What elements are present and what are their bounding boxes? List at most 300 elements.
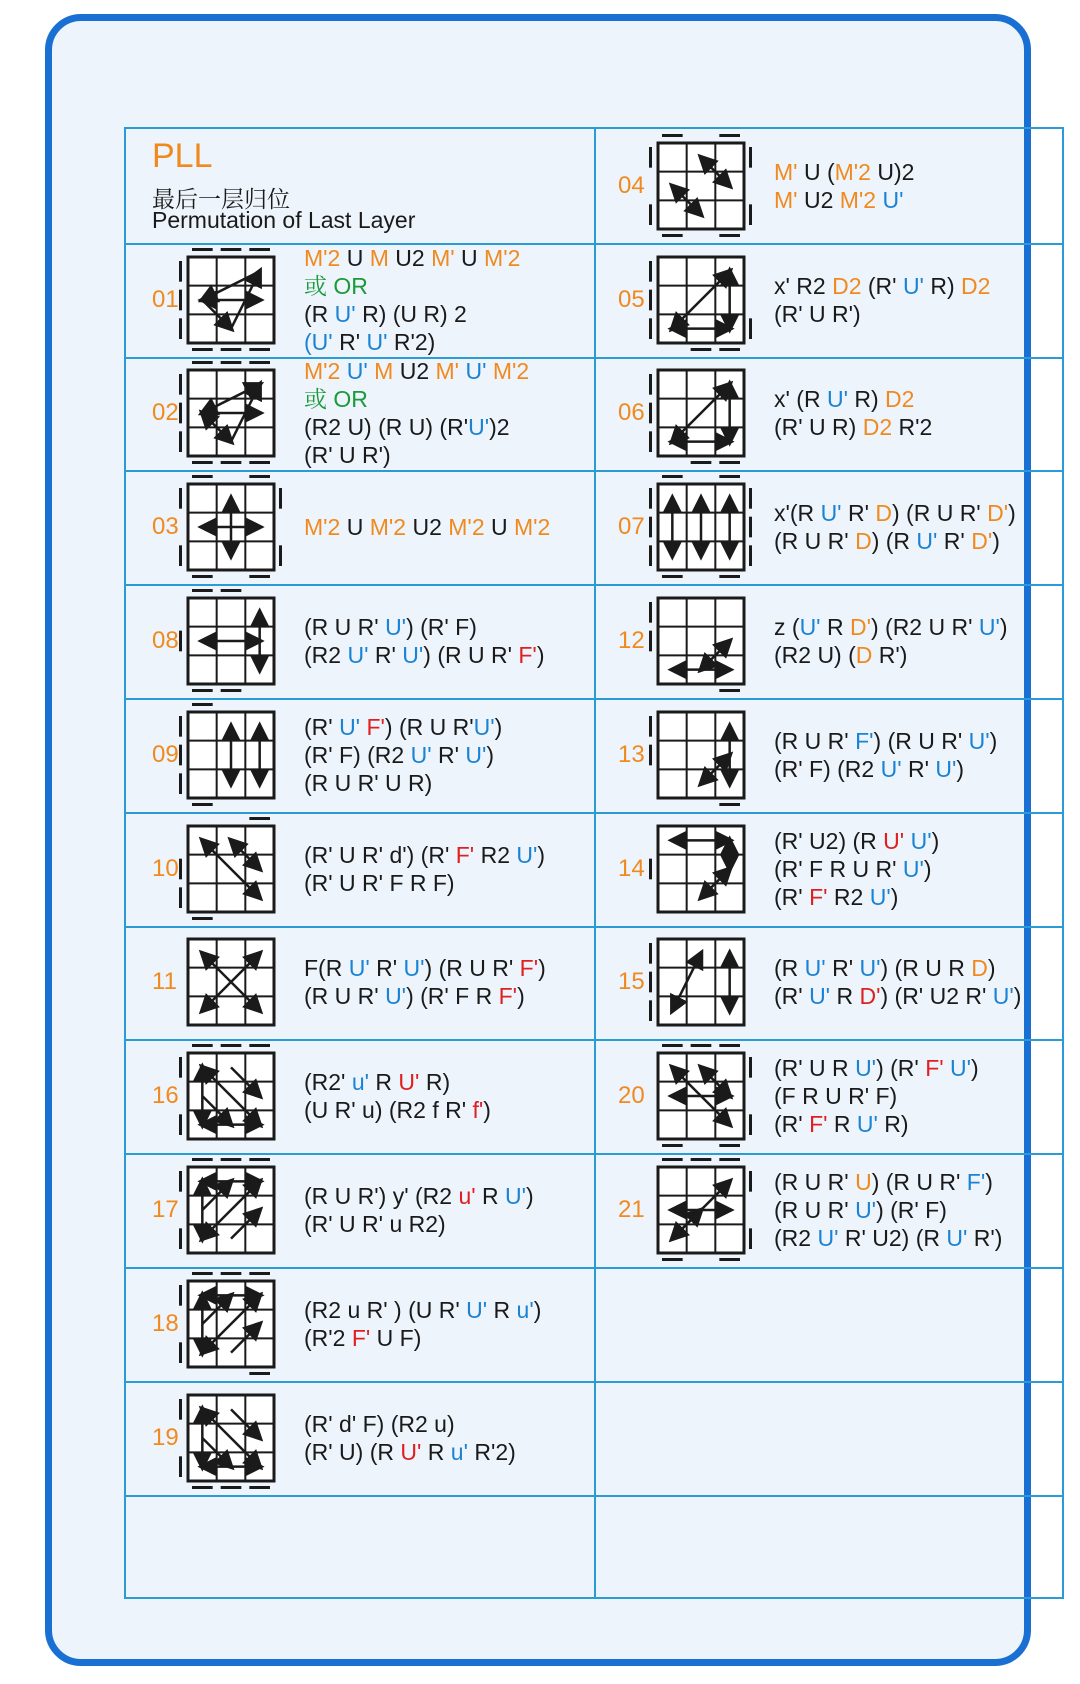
side-sticker xyxy=(662,234,683,237)
move-token: ) xyxy=(486,741,495,768)
move-token: ) (R U R xyxy=(880,955,972,982)
move-token: (R U R') y' (R2 xyxy=(304,1183,459,1210)
move-token: (R' U R xyxy=(774,1055,856,1082)
move-token: (R xyxy=(304,300,335,327)
move-token: (R U R' U R) xyxy=(304,769,433,796)
pll-case-03 xyxy=(126,470,594,584)
side-sticker xyxy=(192,1044,213,1047)
move-token: ) xyxy=(989,727,998,754)
side-sticker xyxy=(179,432,182,453)
side-sticker xyxy=(719,803,740,806)
algorithm-line xyxy=(304,769,502,797)
header-cell xyxy=(126,129,594,243)
side-sticker xyxy=(691,1158,712,1161)
cube-diagram xyxy=(646,1041,756,1151)
move-token: ) xyxy=(538,955,546,982)
move-token: U' xyxy=(869,883,891,910)
algorithm-text xyxy=(774,727,997,783)
move-token: (R2 U) (R U) (R' xyxy=(304,414,469,441)
move-token: (R' U2) (R xyxy=(774,827,884,854)
algorithm-text xyxy=(304,357,529,469)
cube-icon xyxy=(176,700,286,815)
side-sticker xyxy=(179,403,182,424)
algorithm-line xyxy=(304,1296,541,1324)
move-token: R xyxy=(421,1438,451,1465)
algorithm-line xyxy=(774,883,939,911)
move-token: U' xyxy=(855,1055,877,1082)
case-number: 14 xyxy=(618,854,645,882)
side-sticker xyxy=(691,461,712,464)
pll-case-10 xyxy=(126,812,594,926)
algorithm-text xyxy=(774,385,932,441)
case-number: 16 xyxy=(152,1082,179,1110)
algorithm-line xyxy=(774,272,990,300)
move-token: x' (R xyxy=(774,386,827,413)
algorithm-text xyxy=(774,1054,979,1138)
move-token: ( xyxy=(304,328,312,355)
move-token: M'2 xyxy=(448,514,491,541)
algorithm-line xyxy=(774,755,997,783)
pll-case-21 xyxy=(596,1153,1062,1267)
move-token: U' xyxy=(385,614,407,641)
side-sticker xyxy=(749,1115,752,1136)
side-sticker xyxy=(179,1342,182,1363)
side-sticker xyxy=(192,475,213,478)
case-number: 10 xyxy=(152,854,179,882)
move-token: R) xyxy=(419,1069,451,1096)
algorithm-line xyxy=(304,1324,541,1352)
move-token: ) (R U R' xyxy=(873,727,969,754)
move-token: U xyxy=(346,244,370,271)
algorithm-line xyxy=(774,1110,979,1138)
move-token: D xyxy=(855,642,873,669)
move-token: R' xyxy=(825,955,860,982)
algorithm-text xyxy=(304,954,546,1010)
side-sticker xyxy=(179,631,182,652)
side-sticker xyxy=(719,575,740,578)
move-token: (R2 xyxy=(774,1225,818,1252)
algorithm-text xyxy=(304,841,545,897)
side-sticker xyxy=(249,248,270,251)
move-token: U' xyxy=(935,755,957,782)
case-number: 09 xyxy=(152,740,179,768)
move-token: (R' F) (R2 xyxy=(304,741,411,768)
algorithm-line xyxy=(774,300,990,328)
subtitle-chinese: 最后一层归位 xyxy=(152,186,290,212)
move-token: x'(R xyxy=(774,500,821,527)
move-token: R'2 xyxy=(892,414,933,441)
algorithm-line xyxy=(774,954,1021,982)
side-sticker xyxy=(662,1158,683,1161)
move-token: )2 xyxy=(489,414,510,441)
side-sticker xyxy=(221,1486,242,1489)
move-token: (R' U R') xyxy=(774,300,861,327)
move-token: ) (R xyxy=(871,528,917,555)
algorithm-line xyxy=(304,413,529,441)
case-number: 07 xyxy=(618,513,645,541)
side-sticker xyxy=(221,689,242,692)
move-token: ) xyxy=(971,1055,979,1082)
move-token: D2 xyxy=(885,386,915,413)
algorithm-line xyxy=(774,158,914,186)
cube-diagram xyxy=(646,700,756,810)
move-token: ) xyxy=(526,1183,534,1210)
side-sticker xyxy=(179,1285,182,1306)
move-token: ) (R' F) xyxy=(406,614,477,641)
cube-icon xyxy=(176,927,286,1042)
pll-case-12 xyxy=(596,584,1062,698)
algorithm-line xyxy=(304,272,520,300)
move-token: ) xyxy=(931,827,940,854)
move-token: ) xyxy=(533,1296,542,1323)
move-token: ) xyxy=(536,642,545,669)
side-sticker xyxy=(192,361,213,364)
side-sticker xyxy=(649,432,652,453)
move-token: (R' xyxy=(774,883,810,910)
move-token: (R' F R U R' xyxy=(774,855,903,882)
move-token: R'2) xyxy=(387,328,436,355)
side-sticker xyxy=(192,248,213,251)
move-token: U xyxy=(461,244,485,271)
move-token: U' xyxy=(883,827,905,854)
side-sticker xyxy=(221,1272,242,1275)
move-token: R') xyxy=(967,1225,1003,1252)
side-sticker xyxy=(662,1258,683,1261)
move-token: (R U R' xyxy=(774,727,856,754)
move-token: U' xyxy=(402,642,424,669)
side-sticker xyxy=(192,575,213,578)
algorithm-line xyxy=(304,441,529,469)
cube-icon xyxy=(176,358,286,473)
move-token: F' xyxy=(455,841,475,868)
move-token: R) xyxy=(923,272,962,299)
move-token: F' xyxy=(966,1169,986,1196)
side-sticker xyxy=(249,348,270,351)
move-token: U' xyxy=(902,855,924,882)
cube-icon xyxy=(646,700,756,815)
side-sticker xyxy=(649,488,652,509)
case-number: 11 xyxy=(152,968,177,996)
algorithm-text xyxy=(304,513,550,541)
move-token: R xyxy=(475,1183,506,1210)
algorithm-line xyxy=(304,385,529,413)
side-sticker xyxy=(179,773,182,794)
move-token: U F) xyxy=(370,1324,422,1351)
side-sticker xyxy=(249,1372,270,1375)
move-token: D2 xyxy=(862,414,893,441)
algorithm-text xyxy=(304,1068,491,1124)
side-sticker xyxy=(649,261,652,282)
algorithm-line xyxy=(304,1096,491,1124)
case-number: 18 xyxy=(152,1309,179,1337)
move-token: (R' xyxy=(774,1111,810,1138)
algorithm-line xyxy=(304,741,502,769)
side-sticker xyxy=(719,1144,740,1147)
cube-icon xyxy=(176,814,286,929)
move-token: (R'2 xyxy=(304,1324,352,1351)
algorithm-line xyxy=(304,713,502,741)
cube-icon xyxy=(646,245,756,360)
move-token: ) (R' F) xyxy=(876,1197,947,1224)
pll-case-19 xyxy=(126,1381,594,1495)
side-sticker xyxy=(179,488,182,509)
move-token: 或 OR xyxy=(304,272,368,299)
move-token: ) xyxy=(992,528,1000,555)
move-token: M'2 xyxy=(514,514,551,541)
move-token: M xyxy=(374,358,400,385)
algorithm-line xyxy=(774,1168,1002,1196)
side-sticker xyxy=(192,461,213,464)
case-number: 17 xyxy=(152,1196,179,1224)
side-sticker xyxy=(249,361,270,364)
cube-diagram xyxy=(646,1155,756,1265)
move-token: R2 xyxy=(474,841,517,868)
move-token: M'2 xyxy=(492,358,530,385)
move-token: M' xyxy=(774,158,804,185)
move-token: D2 xyxy=(961,272,991,299)
pll-case-16 xyxy=(126,1039,594,1153)
pll-case-04 xyxy=(596,129,1062,243)
move-token: M'2 xyxy=(304,244,347,271)
side-sticker xyxy=(249,1486,270,1489)
side-sticker xyxy=(179,318,182,339)
side-sticker xyxy=(192,689,213,692)
side-sticker xyxy=(749,1171,752,1192)
side-sticker xyxy=(649,147,652,168)
move-token: U' xyxy=(516,841,538,868)
move-token: M' xyxy=(431,244,462,271)
algorithm-line xyxy=(304,1182,534,1210)
pll-case-20 xyxy=(596,1039,1062,1153)
algorithm-text xyxy=(774,272,990,328)
move-token: ) xyxy=(1008,500,1016,527)
algorithm-text xyxy=(774,1168,1002,1252)
move-token: M'2 xyxy=(304,514,347,541)
algorithm-line xyxy=(304,300,520,328)
case-number: 12 xyxy=(618,627,645,655)
side-sticker xyxy=(221,361,242,364)
pll-case-05 xyxy=(596,243,1062,357)
side-sticker xyxy=(749,517,752,538)
algorithm-line xyxy=(304,982,546,1010)
side-sticker xyxy=(179,1456,182,1477)
move-token: U' xyxy=(968,727,990,754)
move-token: D2 xyxy=(832,272,868,299)
move-token: (R' U R' F R F) xyxy=(304,869,455,896)
side-sticker xyxy=(179,374,182,395)
move-token: R2 xyxy=(827,883,870,910)
move-token: R xyxy=(830,983,860,1010)
cube-diagram xyxy=(176,814,286,924)
move-token: U' xyxy=(856,1111,878,1138)
side-sticker xyxy=(221,589,242,592)
cube-face xyxy=(658,143,744,229)
algorithm-line xyxy=(304,954,546,982)
side-sticker xyxy=(649,631,652,652)
case-number: 08 xyxy=(152,627,179,655)
side-sticker xyxy=(649,943,652,964)
side-sticker xyxy=(192,348,213,351)
side-sticker xyxy=(749,147,752,168)
side-sticker xyxy=(249,1158,270,1161)
move-token: ) xyxy=(517,983,525,1010)
move-token: R' U2) (R xyxy=(838,1225,947,1252)
cube-face xyxy=(658,712,744,798)
move-token: u' xyxy=(351,1069,370,1096)
algorithm-text xyxy=(774,613,1008,669)
move-token: U' xyxy=(950,1055,972,1082)
move-token: U xyxy=(346,514,370,541)
move-token: (R' U) (R xyxy=(304,1438,401,1465)
move-token: F' xyxy=(351,1324,371,1351)
cube-icon xyxy=(646,1041,756,1156)
side-sticker xyxy=(749,1228,752,1249)
algorithm-line xyxy=(304,1068,491,1096)
algorithm-line xyxy=(774,186,914,214)
move-token: ) xyxy=(483,1097,491,1124)
cube-face xyxy=(658,939,744,1025)
move-token: U' xyxy=(348,955,370,982)
move-token: U' xyxy=(817,1225,839,1252)
cube-icon xyxy=(646,1155,756,1270)
move-token: (R' U R') xyxy=(304,442,391,469)
side-sticker xyxy=(192,703,213,706)
move-token: R'2) xyxy=(467,1438,516,1465)
move-token: U' xyxy=(978,614,1000,641)
move-token: R') xyxy=(872,642,908,669)
side-sticker xyxy=(662,1144,683,1147)
side-sticker xyxy=(179,1171,182,1192)
move-token: R xyxy=(820,614,850,641)
move-token: D' xyxy=(859,983,881,1010)
move-token: ) (R U R' xyxy=(423,642,519,669)
move-token: U' xyxy=(339,713,367,740)
move-token: R xyxy=(827,1111,857,1138)
move-token: U' xyxy=(473,713,495,740)
cube-icon xyxy=(176,1155,286,1270)
move-token: (R xyxy=(774,955,805,982)
move-token: R' xyxy=(431,741,466,768)
move-token: ) xyxy=(956,755,965,782)
move-token: R) xyxy=(847,386,886,413)
case-number: 04 xyxy=(618,171,645,199)
move-token: u' xyxy=(450,1438,468,1465)
move-token: U2 xyxy=(412,514,449,541)
move-token: F' xyxy=(498,983,518,1010)
side-sticker xyxy=(221,348,242,351)
move-token: R xyxy=(369,1069,399,1096)
cube-face xyxy=(658,826,744,912)
move-token: U2 xyxy=(803,186,840,213)
side-sticker xyxy=(749,488,752,509)
algorithm-line xyxy=(304,244,520,272)
algorithm-line xyxy=(774,641,1008,669)
cube-icon xyxy=(176,1269,286,1384)
cube-icon xyxy=(646,358,756,473)
pll-case-15 xyxy=(596,926,1062,1040)
side-sticker xyxy=(249,475,270,478)
pll-case-02 xyxy=(126,357,594,471)
case-number: 20 xyxy=(618,1082,645,1110)
side-sticker xyxy=(649,745,652,766)
move-token: M'2 xyxy=(484,244,521,271)
cube-diagram xyxy=(176,700,286,810)
side-sticker xyxy=(179,1057,182,1078)
side-sticker xyxy=(221,461,242,464)
side-sticker xyxy=(221,248,242,251)
side-sticker xyxy=(719,1158,740,1161)
move-token: (R2' xyxy=(304,1069,352,1096)
move-token: ) xyxy=(1013,983,1022,1010)
move-token: D' xyxy=(849,614,871,641)
move-token: U' xyxy=(466,1296,488,1323)
move-token: R' xyxy=(901,755,936,782)
algorithm-line xyxy=(774,385,932,413)
move-token: U ( xyxy=(803,158,835,185)
side-sticker xyxy=(249,575,270,578)
move-token: f' xyxy=(472,1097,484,1124)
side-sticker xyxy=(691,1044,712,1047)
side-sticker xyxy=(179,745,182,766)
side-sticker xyxy=(649,318,652,339)
cube-icon xyxy=(176,245,286,360)
algorithm-text xyxy=(304,1410,516,1466)
move-token: (R' F) (R2 xyxy=(774,755,881,782)
side-sticker xyxy=(719,461,740,464)
move-token: U' xyxy=(385,983,407,1010)
subtitle-english: Permutation of Last Layer xyxy=(152,207,416,233)
case-number: 21 xyxy=(618,1196,645,1224)
pll-case-17 xyxy=(126,1153,594,1267)
move-token: U' xyxy=(902,272,924,299)
move-token: (R' U R' d') (R' xyxy=(304,841,456,868)
side-sticker xyxy=(179,716,182,737)
move-token: (R' xyxy=(774,983,810,1010)
move-token: ) xyxy=(985,1169,993,1196)
case-number: 19 xyxy=(152,1423,179,1451)
move-token: R xyxy=(487,1296,517,1323)
move-token: U' xyxy=(465,741,487,768)
page-title: PLL xyxy=(152,137,213,175)
cube-diagram xyxy=(176,1041,286,1151)
algorithm-line xyxy=(774,727,997,755)
move-token: u' xyxy=(516,1296,534,1323)
algorithm-line xyxy=(774,1054,979,1082)
cube-icon xyxy=(646,814,756,929)
side-sticker xyxy=(719,475,740,478)
cube-diagram xyxy=(176,1383,286,1493)
algorithm-line xyxy=(304,641,545,669)
cube-diagram xyxy=(646,472,756,582)
move-token: U' xyxy=(882,186,904,213)
move-token: R' xyxy=(369,955,404,982)
move-token: ) (R' xyxy=(876,1055,926,1082)
move-token: U' xyxy=(410,741,432,768)
pll-case-18 xyxy=(126,1267,594,1381)
algorithm-text xyxy=(774,499,1016,555)
pll-case-08 xyxy=(126,584,594,698)
move-token: U xyxy=(855,1169,872,1196)
pll-case-11 xyxy=(126,926,594,1040)
move-token: R) (U R) 2 xyxy=(355,300,467,327)
cube-face xyxy=(658,598,744,684)
move-token: F' xyxy=(366,713,385,740)
side-sticker xyxy=(649,204,652,225)
case-number: 15 xyxy=(618,968,645,996)
move-token: U' xyxy=(505,1183,527,1210)
cube-diagram xyxy=(646,358,756,468)
side-sticker xyxy=(662,1044,683,1047)
